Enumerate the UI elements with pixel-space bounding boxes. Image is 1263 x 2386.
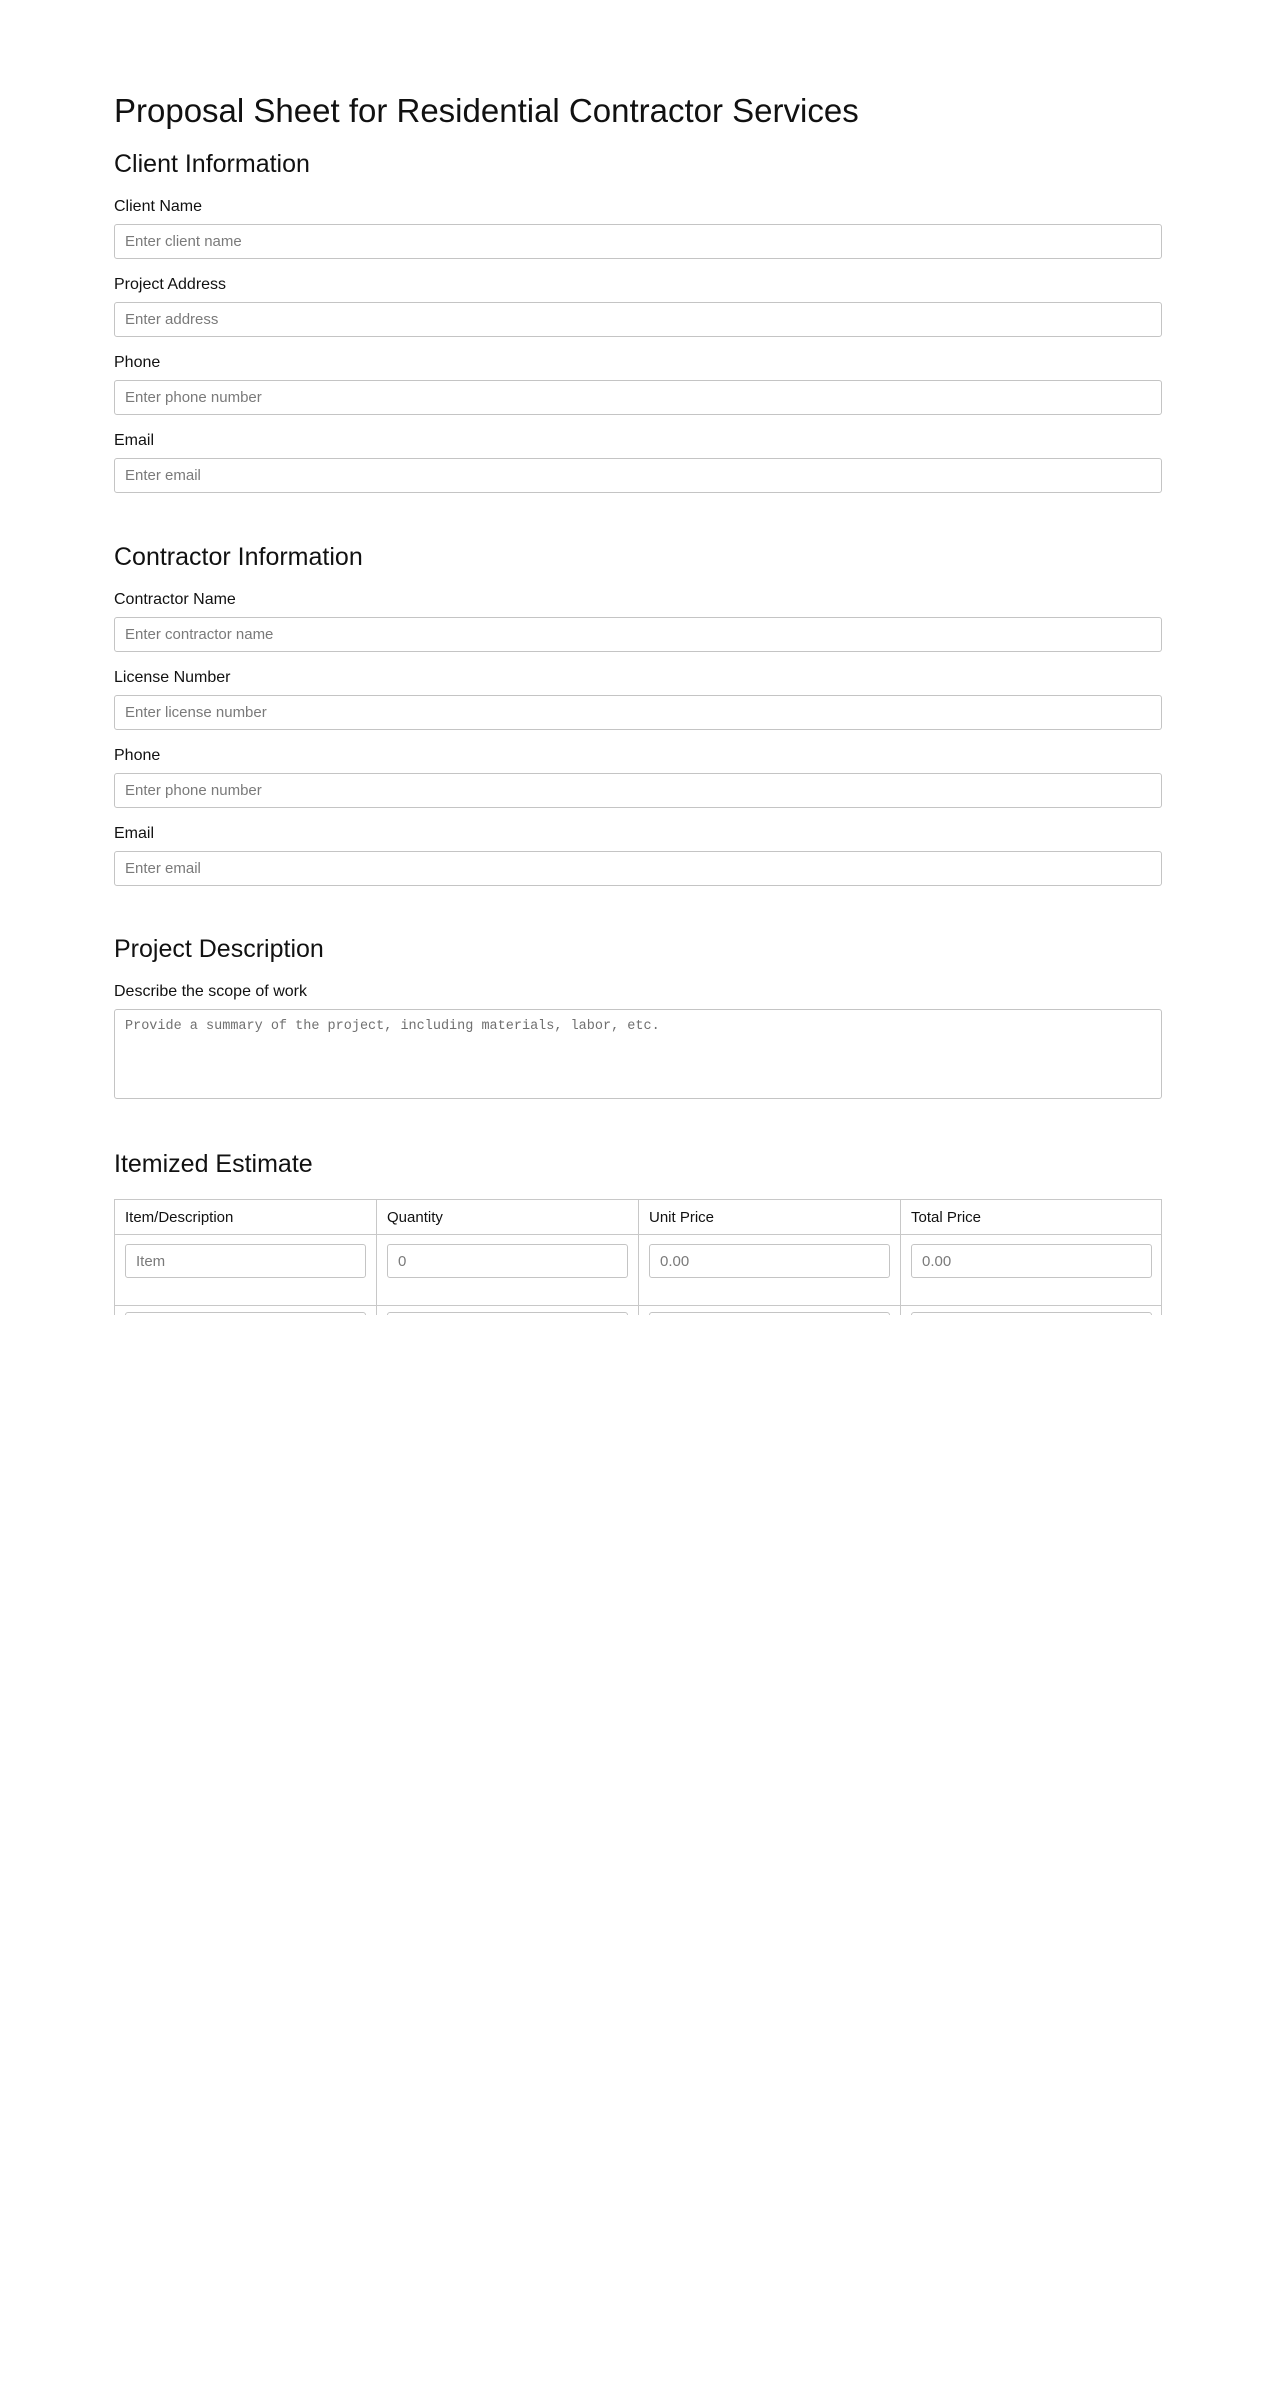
- client-section-heading: Client Information: [114, 150, 310, 178]
- table-header-cell: [900, 1199, 1162, 1234]
- scope-textarea[interactable]: [114, 1009, 1162, 1099]
- table-row-cell: [376, 1234, 638, 1305]
- quantity-input[interactable]: [387, 1312, 628, 1315]
- estimate-table: [114, 1199, 1162, 1315]
- client-email-input[interactable]: [114, 458, 1162, 493]
- table-row-cell: [114, 1305, 376, 1315]
- contractor-email-label: Email: [114, 825, 155, 842]
- table-header-cell: [376, 1199, 638, 1234]
- table-row-cell: [114, 1234, 376, 1305]
- client-phone-label: Phone: [114, 354, 161, 371]
- table-header-cell: [638, 1199, 900, 1234]
- contractor-name-label: Contractor Name: [114, 591, 236, 608]
- project-address-input[interactable]: [114, 302, 1162, 337]
- contractor-phone-input[interactable]: [114, 773, 1162, 808]
- contractor-section-heading: Contractor Information: [114, 543, 363, 571]
- total-price-input[interactable]: [911, 1312, 1152, 1315]
- contractor-phone-label: Phone: [114, 747, 161, 764]
- table-row-cell: [900, 1305, 1162, 1315]
- scope-label: Describe the scope of work: [114, 983, 307, 1000]
- project-section-heading: Project Description: [114, 935, 324, 963]
- contractor-email-input[interactable]: [114, 851, 1162, 886]
- quantity-input[interactable]: [387, 1244, 628, 1278]
- item-description-input[interactable]: [125, 1312, 366, 1315]
- client-name-input[interactable]: [114, 224, 1162, 259]
- client-name-label: Client Name: [114, 198, 203, 215]
- project-address-label: Project Address: [114, 276, 227, 293]
- contractor-name-input[interactable]: [114, 617, 1162, 652]
- table-row-cell: [376, 1305, 638, 1315]
- column-header-item: Item/Description: [125, 1209, 234, 1226]
- table-row-cell: [638, 1305, 900, 1315]
- unit-price-input[interactable]: [649, 1312, 890, 1315]
- table-right-border: [1161, 1199, 1162, 1315]
- column-header-total-price: Total Price: [911, 1209, 982, 1226]
- table-row-cell: [638, 1234, 900, 1305]
- table-header-cell: [114, 1199, 376, 1234]
- unit-price-input[interactable]: [649, 1244, 890, 1278]
- client-phone-input[interactable]: [114, 380, 1162, 415]
- table-row-cell: [900, 1234, 1162, 1305]
- client-email-label: Email: [114, 432, 155, 449]
- total-price-input[interactable]: [911, 1244, 1152, 1278]
- estimate-section-heading: Itemized Estimate: [114, 1150, 313, 1178]
- column-header-unit-price: Unit Price: [649, 1209, 715, 1226]
- license-number-label: License Number: [114, 669, 231, 686]
- license-number-input[interactable]: [114, 695, 1162, 730]
- page-title: Proposal Sheet for Residential Contractor Services: [114, 92, 859, 129]
- item-description-input[interactable]: [125, 1244, 366, 1278]
- column-header-quantity: Quantity: [387, 1209, 443, 1226]
